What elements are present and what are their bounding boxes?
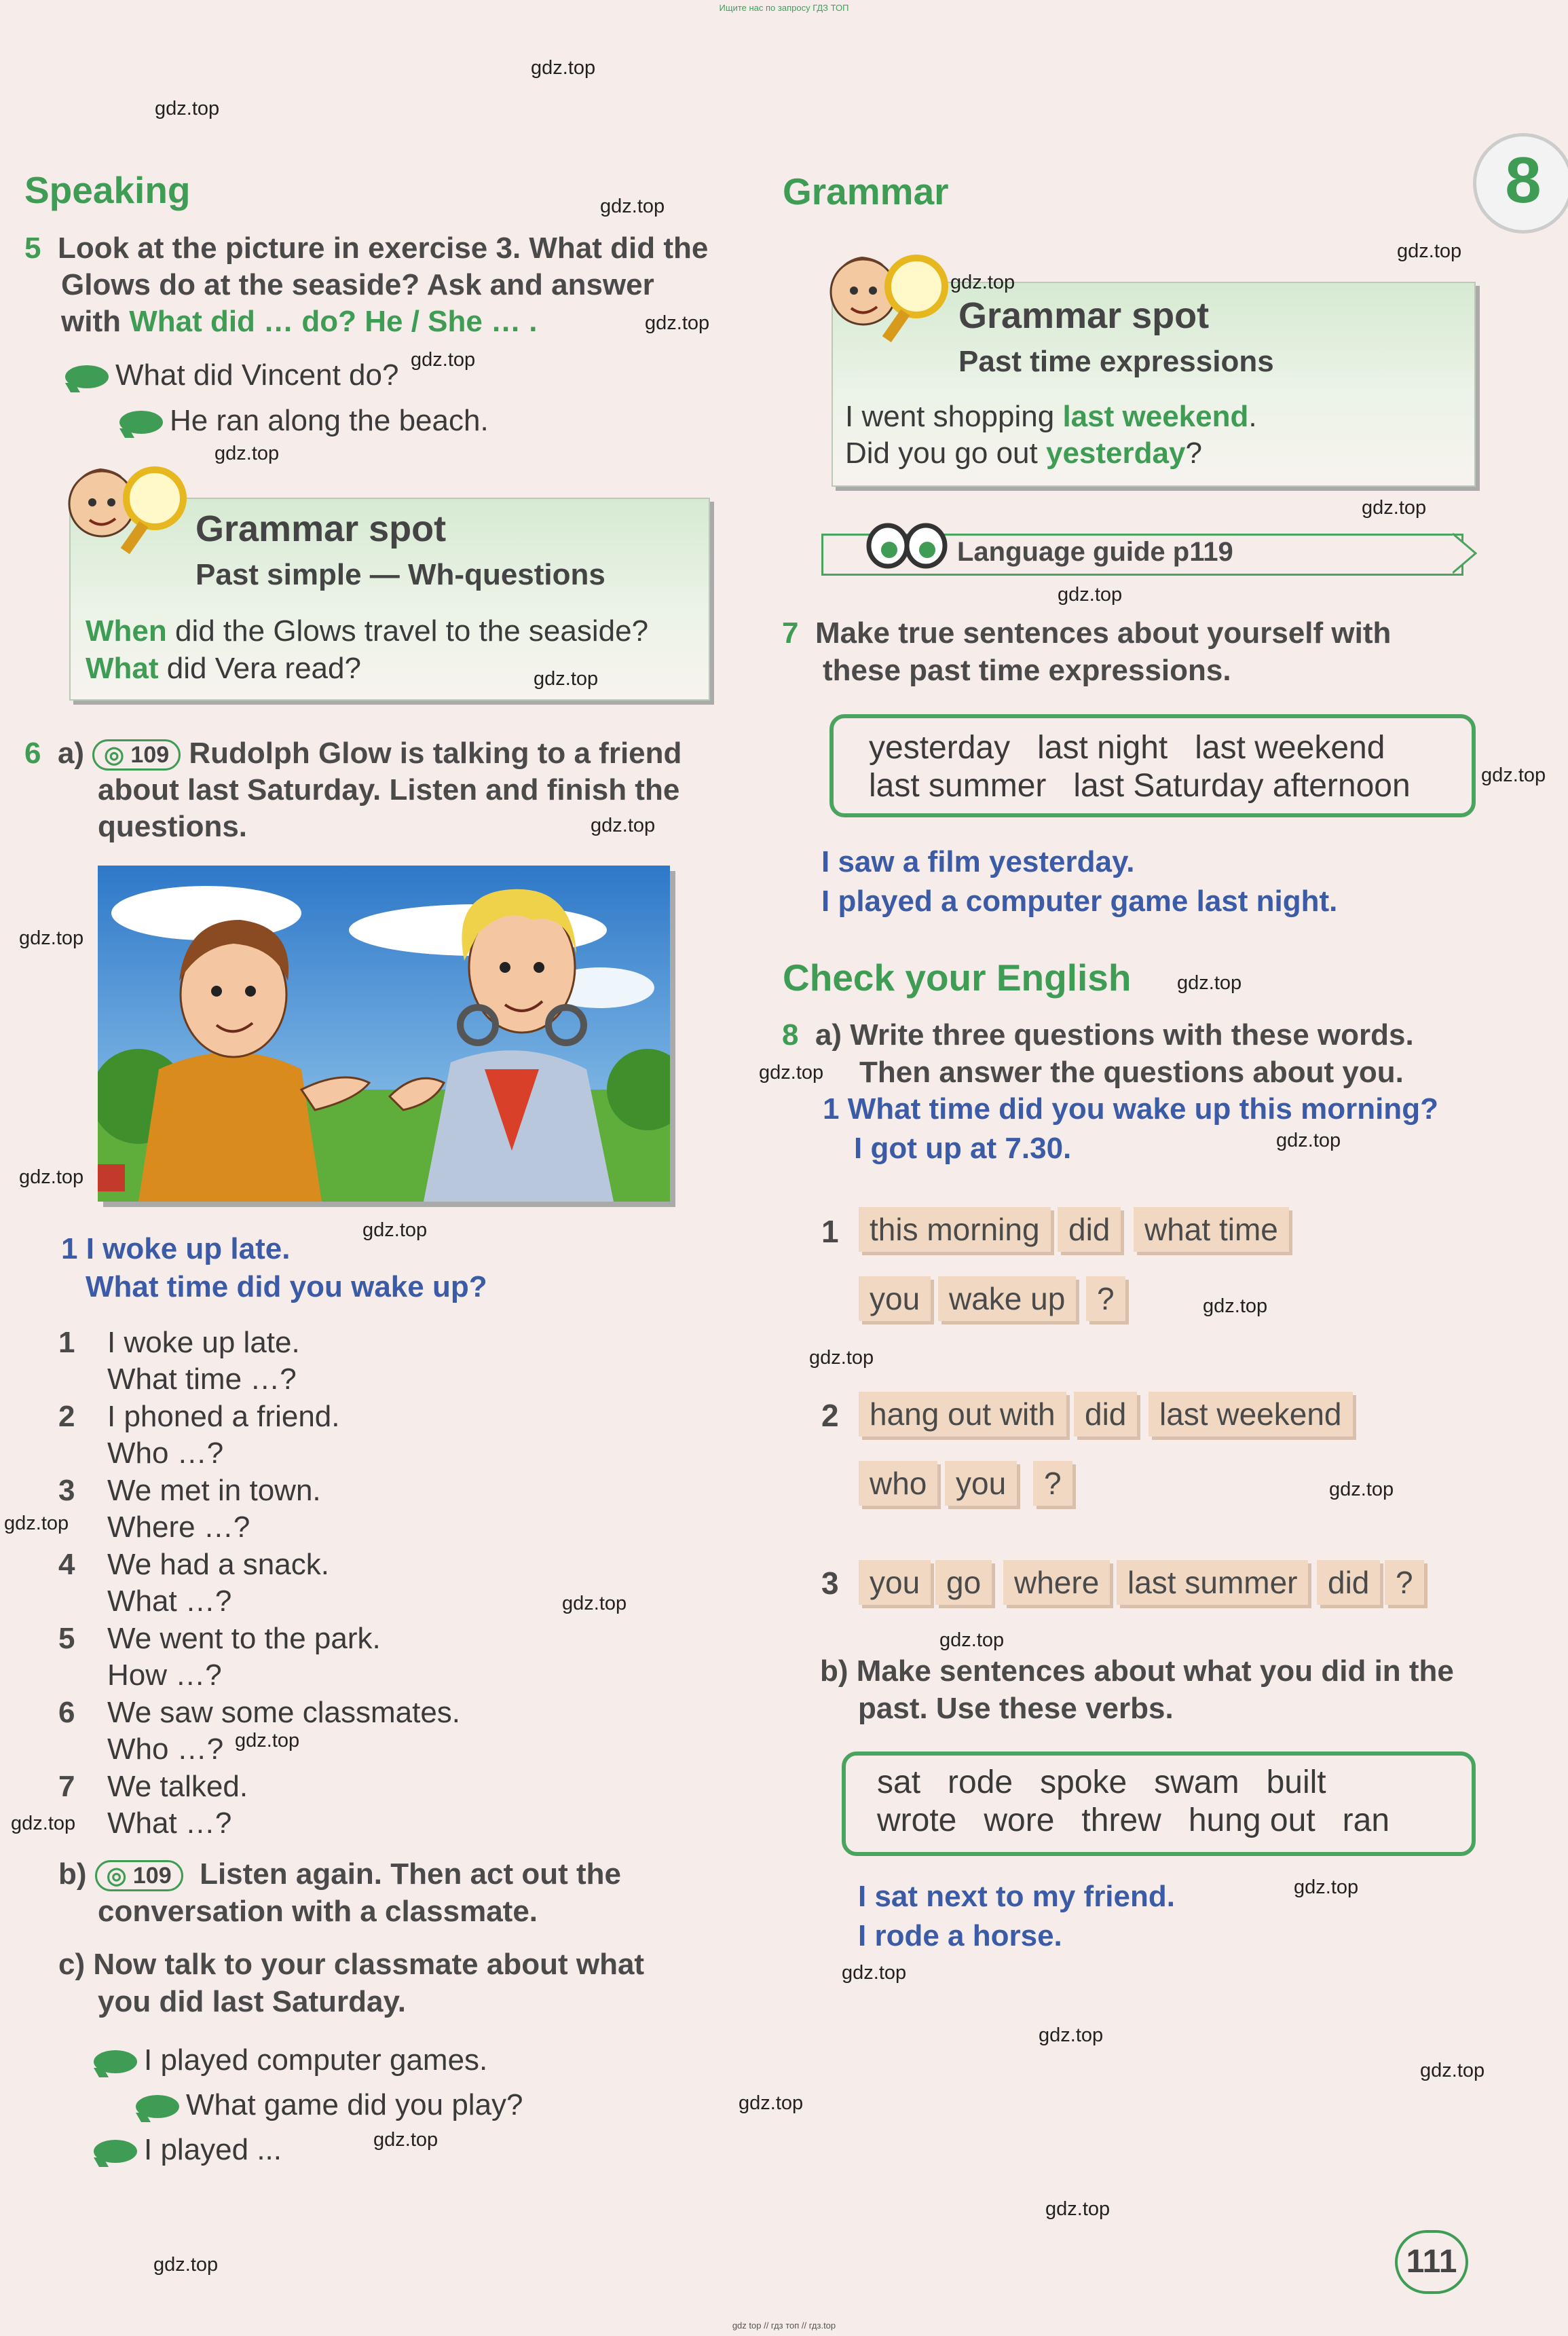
speech-bubble-icon	[65, 365, 109, 388]
item-number: 5	[58, 1622, 75, 1655]
item-answer: I phoned a friend.	[107, 1400, 340, 1433]
item-question: Who …?	[107, 1436, 224, 1470]
dialog-text-5: I played ...	[144, 2133, 282, 2166]
item-answer: I woke up late.	[107, 1326, 300, 1359]
watermark: gdz.top	[362, 1219, 428, 1241]
speech-bubble-icon	[119, 411, 163, 434]
item-answer: We went to the park.	[107, 1622, 381, 1655]
ex6-number: 6	[24, 737, 41, 770]
boy-magnifier-icon	[60, 456, 189, 558]
boy-magnifier-icon	[821, 244, 950, 346]
ex5-text1: Look at the picture in exercise 3. What did the	[57, 231, 709, 265]
ex6-line1	[24, 735, 682, 772]
watermark: gdz.top	[235, 1730, 300, 1751]
gs2-line1-suffix: .	[1248, 400, 1257, 433]
ex8b-example-2: I rode a horse.	[858, 1919, 1062, 1952]
arrow-right-icon	[1453, 532, 1480, 574]
gs1-line1-rest: did the Glows travel to the seaside?	[166, 614, 649, 648]
dialog-line-3	[94, 2041, 487, 2079]
watermark: gdz.top	[1058, 584, 1123, 606]
word-chip: this morning	[859, 1207, 1051, 1252]
ex8-line2: Then answer the questions about you.	[859, 1056, 1404, 1089]
item-answer: We talked.	[107, 1770, 248, 1803]
ex8-example-question: 1 What time did you wake up this morning?	[823, 1092, 1438, 1126]
gs1-example-1	[86, 612, 648, 650]
ex5-line1	[24, 229, 708, 267]
word-chip: where	[1003, 1560, 1110, 1605]
ex6-text1: Rudolph Glow is talking to a friend	[189, 737, 682, 770]
word-chip: wake up	[938, 1276, 1076, 1321]
gs1-title: Grammar spot	[195, 508, 447, 549]
ex6-line2: about last Saturday. Listen and finish the	[98, 773, 680, 807]
speaking-heading: Speaking	[24, 169, 191, 211]
word-chip: go	[935, 1560, 992, 1605]
gs1-what: What	[86, 652, 159, 685]
word-chip: last summer	[1117, 1560, 1308, 1605]
dialog-text-4: What game did you play?	[186, 2088, 523, 2121]
dialog-text-3: I played computer games.	[144, 2043, 488, 2077]
word-chip: you	[859, 1276, 931, 1321]
top-note: Ищите нас по запросу ГДЗ ТОП	[719, 3, 849, 13]
verbs-row2: wrote wore threw hung out ran	[877, 1802, 1390, 1838]
ex6b-text1: Listen again. Then act out the	[200, 1857, 622, 1891]
gs2-title: Grammar spot	[958, 295, 1210, 336]
watermark: gdz.top	[600, 196, 665, 217]
audio-track-badge: ◎ 109	[92, 739, 181, 771]
ex5-line3-prefix: with	[61, 305, 130, 338]
dialog-line-2	[119, 402, 489, 439]
ex7-line2: these past time expressions.	[823, 654, 1231, 687]
word-chip: did	[1317, 1560, 1380, 1605]
audio-track-badge: ◎ 109	[95, 1860, 183, 1891]
time-expressions-row1: yesterday last night last weekend	[869, 730, 1385, 766]
ex6c-line1	[58, 1946, 644, 1983]
ex7-line1	[782, 614, 1391, 652]
watermark: gdz.top	[842, 1962, 907, 1984]
speech-bubble-icon	[94, 2140, 137, 2163]
word-chip: you	[859, 1560, 931, 1605]
dialog-line-5	[94, 2131, 282, 2168]
verbs-row1: sat rode spoke swam built	[877, 1764, 1326, 1800]
watermark: gdz.top	[645, 312, 710, 334]
watermark: gdz.top	[153, 2254, 219, 2276]
watermark: gdz.top	[562, 1593, 627, 1614]
word-chip: what time	[1134, 1207, 1289, 1252]
gs2-yesterday: yesterday	[1045, 437, 1186, 470]
watermark: gdz.top	[4, 1513, 69, 1534]
gs2-example-2	[845, 434, 1202, 472]
item-question: Where …?	[107, 1510, 250, 1544]
watermark: gdz.top	[1203, 1295, 1268, 1317]
gs1-subtitle: Past simple — Wh-questions	[195, 558, 605, 591]
gs2-last-weekend: last weekend	[1062, 400, 1249, 433]
check-english-heading: Check your English	[783, 957, 1132, 999]
watermark: gdz.top	[1177, 972, 1242, 994]
word-chip: ?	[1033, 1461, 1072, 1506]
gs1-line2-rest: did Vera read?	[158, 652, 361, 685]
list-item	[58, 1768, 75, 1805]
item-number: 1	[58, 1326, 75, 1359]
ex7-text1: Make true sentences about yourself with	[815, 616, 1392, 650]
ex5-line2: Glows do at the seaside? Ask and answer	[61, 268, 654, 301]
watermark: gdz.top	[1420, 2060, 1485, 2081]
ex5-number: 5	[24, 231, 41, 265]
list-item	[58, 1620, 75, 1657]
dialog-text-1: What did Vincent do?	[115, 358, 399, 392]
gs2-example-1	[845, 398, 1257, 435]
word-chip: did	[1074, 1392, 1137, 1436]
bottom-note: gdz top // гдз топ // гдз.top	[732, 2320, 836, 2331]
watermark: gdz.top	[950, 272, 1015, 293]
watermark: gdz.top	[1294, 1876, 1359, 1898]
list-item	[58, 1694, 75, 1731]
watermark: gdz.top	[534, 668, 599, 690]
word-chip: ?	[1385, 1560, 1424, 1605]
watermark: gdz.top	[1045, 2198, 1110, 2220]
illustration-two-boys-talking	[98, 866, 670, 1202]
ex5-question-pattern: What did … do? He / She … .	[129, 305, 538, 338]
word-chip: last weekend	[1149, 1392, 1353, 1436]
ex6b-label: b)	[58, 1857, 87, 1891]
item-answer: We met in town.	[107, 1474, 321, 1507]
watermark: gdz.top	[759, 1062, 824, 1083]
watermark: gdz.top	[1276, 1130, 1341, 1151]
item-answer: We had a snack.	[107, 1548, 329, 1581]
word-chip: ?	[1086, 1276, 1125, 1321]
word-chip: who	[859, 1461, 937, 1506]
item-number: 2	[58, 1400, 75, 1433]
ex7-example-1: I saw a film yesterday.	[821, 845, 1135, 878]
gs2-line1-prefix: I went shopping	[845, 400, 1063, 433]
ex6c-label: c)	[58, 1948, 86, 1981]
ex6-example-answer: 1 I woke up late.	[61, 1232, 291, 1265]
item-number: 3	[58, 1474, 75, 1507]
watermark: gdz.top	[531, 57, 596, 79]
item-answer: We saw some classmates.	[107, 1696, 461, 1729]
word-chip: you	[945, 1461, 1017, 1506]
gs1-when: When	[86, 614, 167, 648]
ex6b-line2: conversation with a classmate.	[98, 1895, 538, 1928]
item-number: 7	[58, 1770, 75, 1803]
watermark: gdz.top	[809, 1347, 874, 1369]
ex6-example-question: What time did you wake up?	[86, 1270, 487, 1303]
page-number: 111	[1395, 2230, 1468, 2294]
ex8-text1: a) Write three questions with these words.	[815, 1018, 1414, 1052]
ex8-example-answer: I got up at 7.30.	[854, 1132, 1072, 1165]
speech-bubble-icon	[94, 2050, 137, 2073]
ex8b-example-1: I sat next to my friend.	[858, 1880, 1175, 1913]
grammar-heading: Grammar	[783, 170, 949, 212]
item-number: 4	[58, 1548, 75, 1581]
time-expressions-row2: last summer last Saturday afternoon	[869, 768, 1411, 804]
ex6-line3: questions.	[98, 810, 248, 843]
set2-number: 2	[821, 1398, 839, 1433]
watermark: gdz.top	[1481, 764, 1546, 786]
watermark: gdz.top	[214, 443, 280, 464]
glasses-icon	[866, 521, 948, 569]
language-guide-link[interactable]: Language guide p119	[957, 537, 1233, 567]
gs2-line2-suffix: ?	[1185, 437, 1202, 470]
watermark: gdz.top	[1039, 2024, 1104, 2046]
ex6-part-a: a)	[57, 737, 85, 770]
ex6c-text1: Now talk to your classmate about what	[93, 1948, 645, 1981]
ex7-example-2: I played a computer game last night.	[821, 885, 1338, 918]
item-question: Who …?	[107, 1732, 224, 1766]
ex8b-line2: past. Use these verbs.	[858, 1692, 1174, 1725]
item-question: What …?	[107, 1584, 232, 1618]
watermark: gdz.top	[1329, 1479, 1394, 1500]
watermark: gdz.top	[939, 1629, 1005, 1651]
gs2-subtitle: Past time expressions	[958, 345, 1274, 378]
dialog-text-2: He ran along the beach.	[170, 404, 489, 437]
item-question: How …?	[107, 1658, 222, 1692]
watermark: gdz.top	[1397, 240, 1462, 262]
set1-number: 1	[821, 1214, 839, 1249]
gs2-line2-prefix: Did you go out	[845, 437, 1046, 470]
list-item	[58, 1472, 75, 1509]
list-item	[58, 1324, 75, 1361]
watermark: gdz.top	[19, 1166, 84, 1188]
watermark: gdz.top	[739, 2092, 804, 2114]
ex8-number: 8	[782, 1018, 799, 1052]
watermark: gdz.top	[155, 98, 220, 119]
set3-number: 3	[821, 1565, 839, 1601]
gs1-example-2	[86, 650, 361, 687]
ex8b-line1: b) Make sentences about what you did in the	[820, 1654, 1454, 1688]
word-chip: did	[1058, 1207, 1121, 1252]
item-question: What time …?	[107, 1362, 297, 1396]
ex5-line3	[61, 303, 538, 340]
word-chip: hang out with	[859, 1392, 1066, 1436]
watermark: gdz.top	[591, 815, 656, 836]
dialog-line-1	[65, 356, 398, 394]
item-question: What …?	[107, 1806, 232, 1840]
ex6b-line1	[58, 1855, 621, 1893]
item-number: 6	[58, 1696, 75, 1729]
speech-bubble-icon	[136, 2095, 179, 2118]
unit-number: 8	[1473, 133, 1568, 234]
watermark: gdz.top	[373, 2129, 438, 2151]
list-item	[58, 1398, 75, 1435]
dialog-line-4	[136, 2086, 523, 2124]
watermark: gdz.top	[11, 1813, 76, 1834]
ex8-line1	[782, 1016, 1414, 1054]
ex6c-line2: you did last Saturday.	[98, 1985, 406, 2018]
ex7-number: 7	[782, 616, 799, 650]
list-item	[58, 1546, 75, 1583]
watermark: gdz.top	[411, 349, 476, 371]
watermark: gdz.top	[1362, 497, 1427, 519]
watermark: gdz.top	[19, 927, 84, 949]
